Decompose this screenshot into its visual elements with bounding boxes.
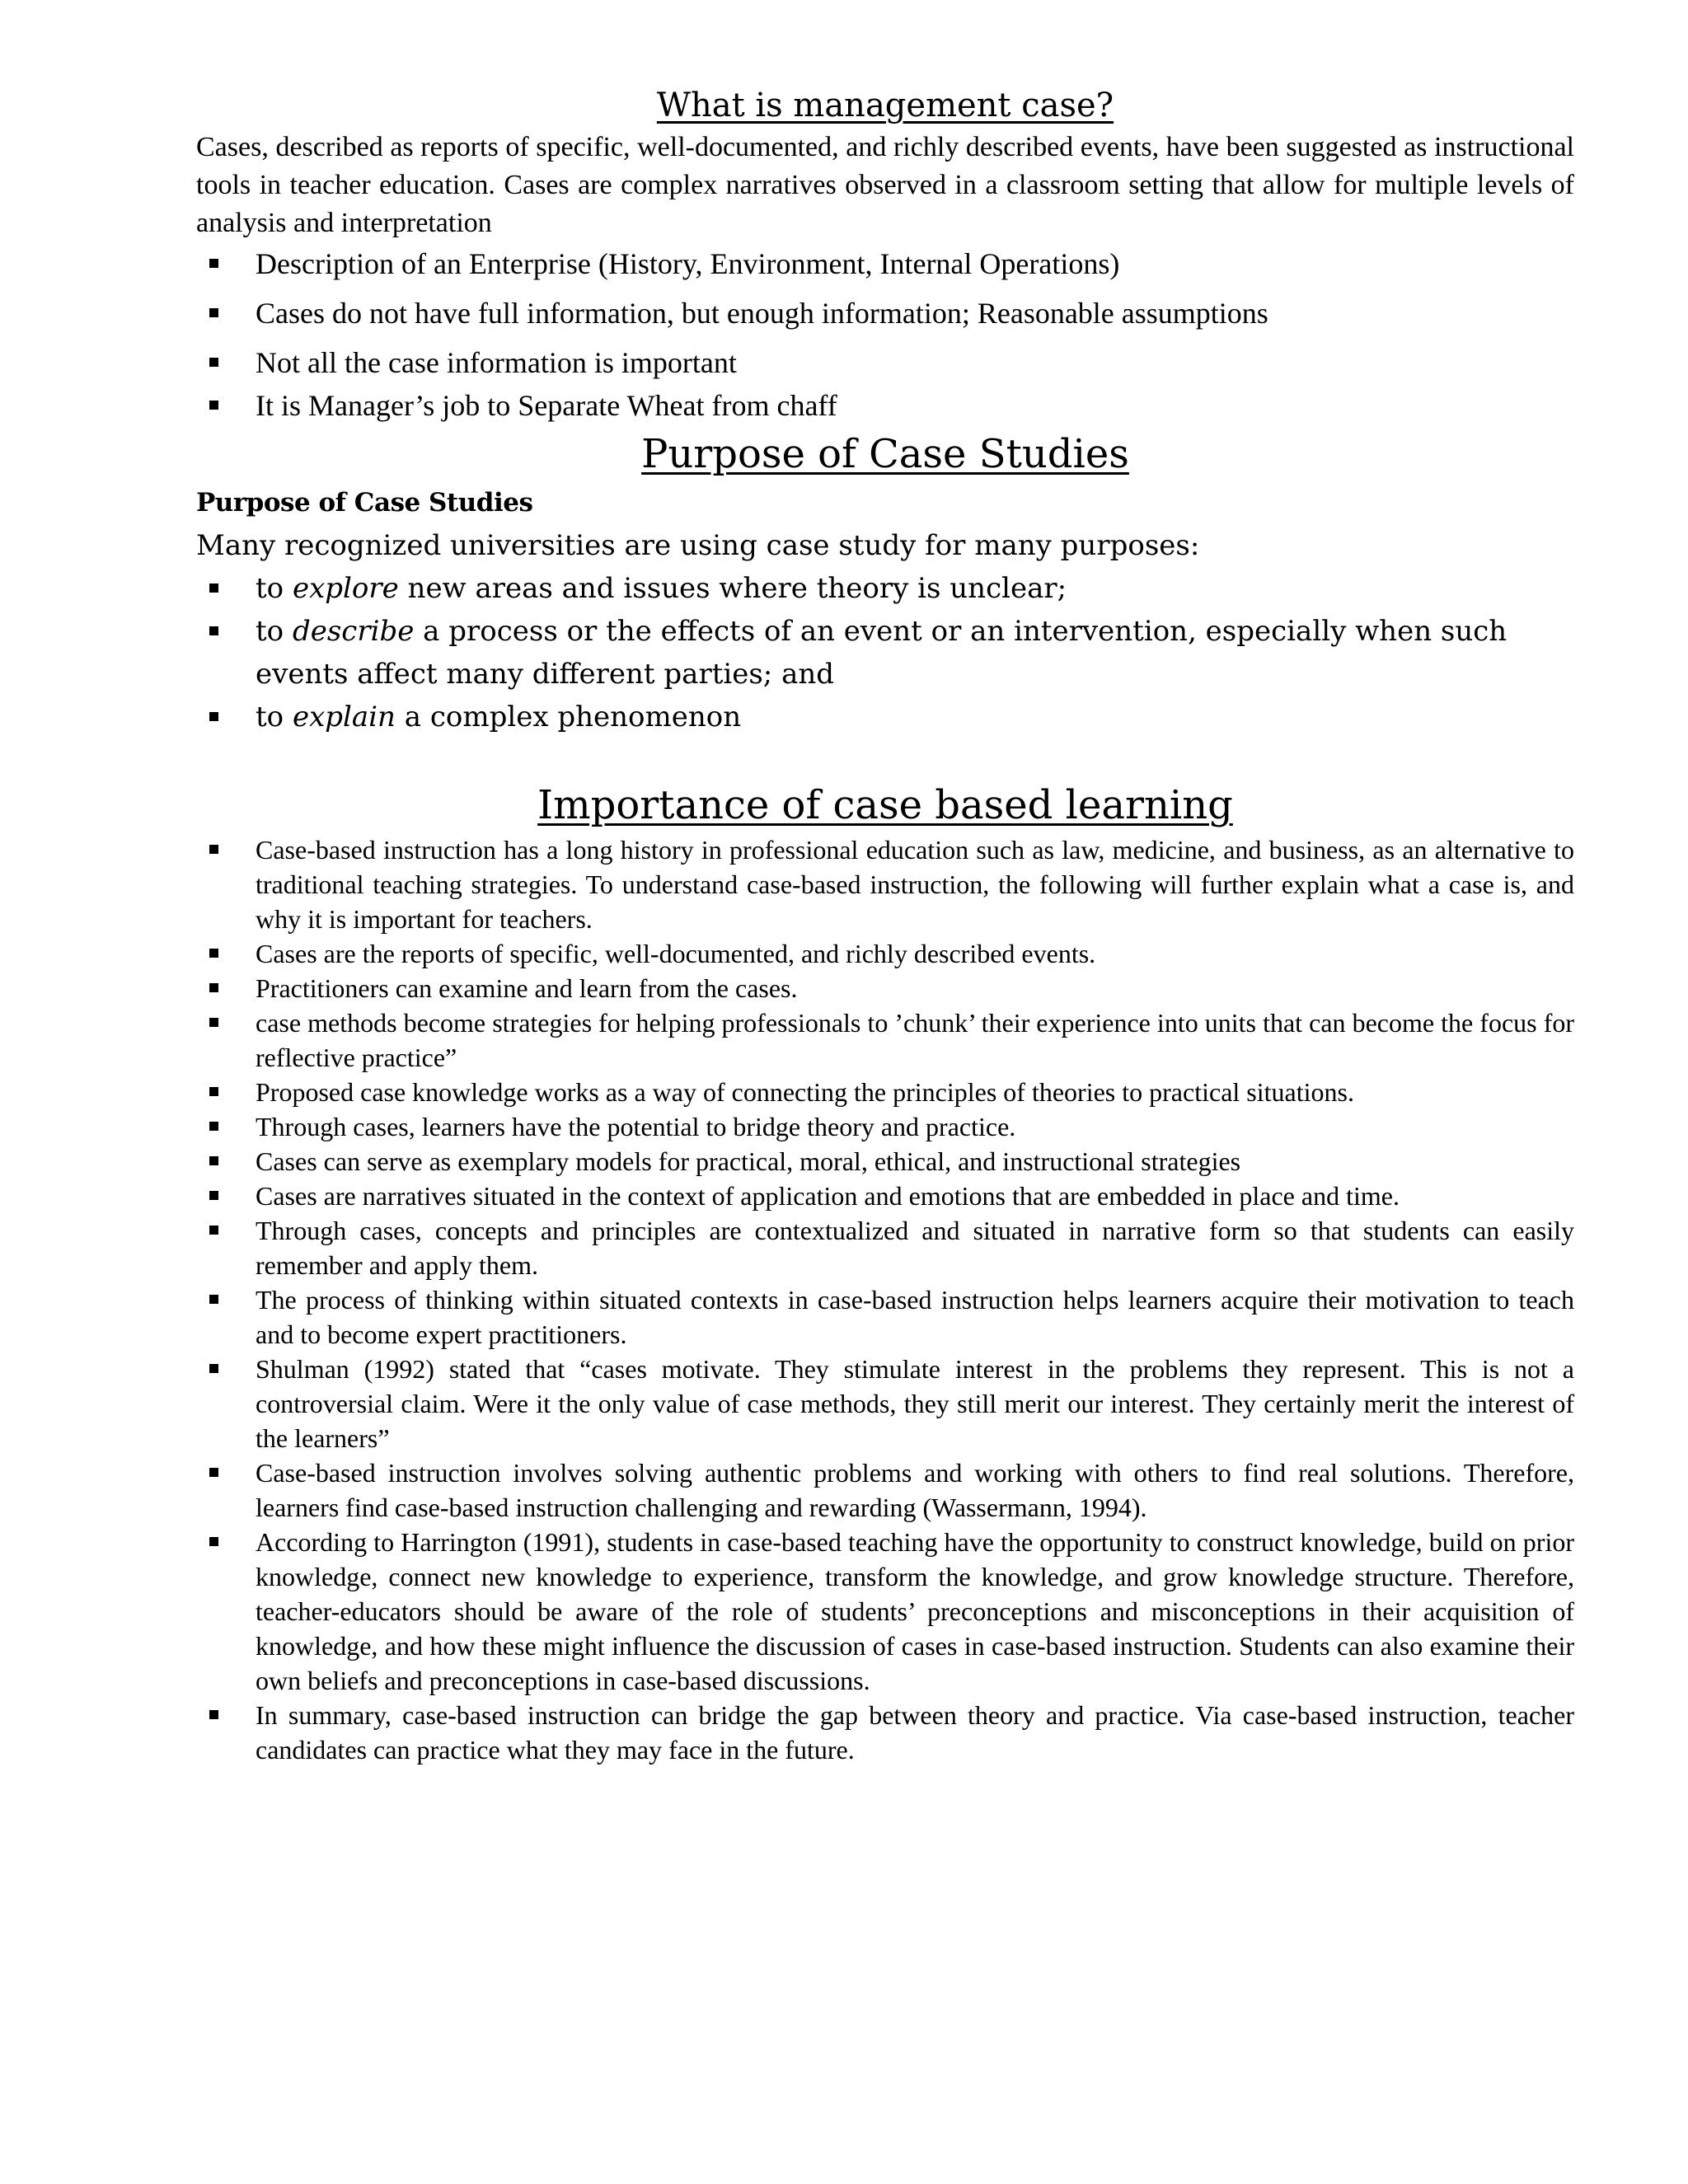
square-bullet-icon [209,259,218,268]
square-bullet-icon [209,712,218,721]
list-item: Case-based instruction has a long history in professional education such as law, medicine, and business, as an alternative to traditional teaching strategies. To understand case-based instruction, the following will further explain what a case is, and why it is important for teachers. [196,832,1574,936]
square-bullet-icon [209,1087,218,1096]
list-item: Cases can serve as exemplary models for practical, moral, ethical, and instructional strategies [196,1144,1574,1179]
section-title-importance: Importance of case based learning [537,782,1233,828]
square-bullet-icon [209,358,218,367]
list-item: In summary, case-based instruction can bridge the gap between theory and practice. Via case-based instruction, teacher candidates can practice what they may face in the future. [196,1698,1574,1767]
list-item: It is Manager’s job to Separate Wheat from chaff [196,384,1574,427]
document-page [196,82,1574,1767]
list-item: case methods become strategies for helping professionals to ’chunk’ their experience into units that can become the focus for reflective practice” [196,1005,1574,1075]
section-title-management-case: What is management case? [656,87,1114,124]
square-bullet-icon [209,1364,218,1373]
square-bullet-icon [209,1468,218,1477]
square-bullet-icon [209,1122,218,1131]
list-item: Cases do not have full information, but enough information; Reasonable assumptions [196,292,1574,335]
list-item: to explore new areas and issues where theory is unclear; [196,567,1574,610]
square-bullet-icon [209,583,218,593]
square-bullet-icon [209,1018,218,1027]
square-bullet-icon [209,1156,218,1165]
list-item: Description of an Enterprise (History, Environment, Internal Operations) [196,242,1574,285]
square-bullet-icon [209,1226,218,1235]
list-item: Shulman (1992) stated that “cases motivate. They stimulate interest in the problems they represent. This is not a controversial claim. Were it the only value of case methods, they still merit our interest. They certainly merit the interest of the learners” [196,1352,1574,1455]
list-item: Through cases, learners have the potential to bridge theory and practice. [196,1109,1574,1144]
square-bullet-icon [209,1295,218,1304]
list-item: Not all the case information is important [196,341,1574,384]
purpose-intro: Many recognized universities are using case study for many purposes: [196,529,1200,562]
list-item: According to Harrington (1991), students in case-based teaching have the opportunity to construct knowledge, build on prior knowledge, connect new knowledge to experience, transform the knowledge, and grow knowledge structure. Therefore, teacher-educators should be aware of the role of students’ preconceptions and misconceptions in their acquisition of knowledge, and how these might influence the discussion of cases in case-based instruction. Students can also examine their own beliefs and preconceptions in case-based discussions. [196,1525,1574,1698]
square-bullet-icon [209,308,218,317]
management-case-paragraph: Cases, described as reports of specific, well-documented, and richly described events, have been suggested as instructional tools in teacher education. Cases are complex narratives observed in a classroom setting that allow for multiple levels of analysis and interpretation [196,132,1574,238]
square-bullet-icon [209,845,218,854]
purpose-bullets [196,567,1574,738]
list-item: Practitioners can examine and learn from the cases. [196,971,1574,1005]
square-bullet-icon [209,983,218,992]
management-case-bullets [196,242,1574,427]
list-item: Proposed case knowledge works as a way of connecting the principles of theories to practical situations. [196,1075,1574,1109]
square-bullet-icon [209,1710,218,1719]
list-item: Case-based instruction involves solving authentic problems and working with others to find real solutions. Therefore, learners find case-based instruction challenging and rewarding (Wassermann, 1994). [196,1455,1574,1525]
square-bullet-icon [209,401,218,410]
list-item: to explain a complex phenomenon [196,696,1574,738]
importance-bullets [196,832,1574,1767]
section-title-purpose: Purpose of Case Studies [641,431,1129,477]
list-item: Cases are narratives situated in the context of application and emotions that are embedded in place and time. [196,1179,1574,1213]
square-bullet-icon [209,949,218,958]
purpose-subheading: Purpose of Case Studies [196,488,533,518]
square-bullet-icon [209,1537,218,1546]
square-bullet-icon [209,626,218,635]
list-item: Cases are the reports of specific, well-documented, and richly described events. [196,936,1574,971]
list-item: The process of thinking within situated contexts in case-based instruction helps learners acquire their motivation to teach and to become expert practitioners. [196,1282,1574,1352]
square-bullet-icon [209,1191,218,1200]
list-item: to describe a process or the effects of an event or an intervention, especially when such events affect many different parties; and [196,610,1574,696]
list-item: Through cases, concepts and principles are contextualized and situated in narrative form so that students can easily remember and apply them. [196,1213,1574,1282]
